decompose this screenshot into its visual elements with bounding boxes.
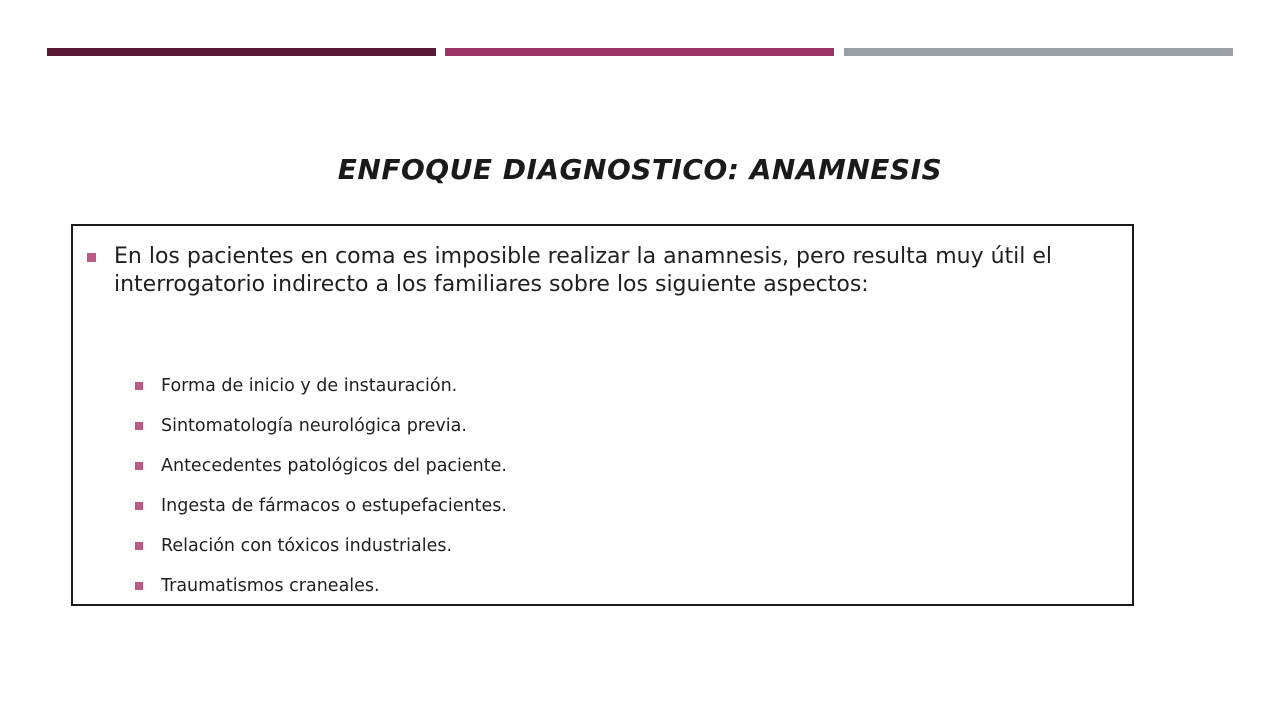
sub-bullet-text: Traumatismos craneales. [161,576,380,596]
square-bullet-icon [135,382,143,390]
sub-bullet-item [135,566,507,606]
sub-bullet-item [135,406,507,446]
sub-bullet-text: Antecedentes patológicos del paciente. [161,456,507,476]
sub-bullet-item [135,486,507,526]
accent-bar-dark [47,48,436,56]
main-bullet [87,243,1117,299]
sub-bullet-item [135,446,507,486]
square-bullet-icon [135,422,143,430]
content-box [71,224,1134,606]
sub-bullet-list [135,366,507,606]
square-bullet-icon [135,542,143,550]
square-bullet-icon [87,253,96,262]
square-bullet-icon [135,582,143,590]
square-bullet-icon [135,462,143,470]
main-bullet-text: En los pacientes en coma es imposible realizar la anamnesis, pero resulta muy útil el interrogatorio indirecto a los familiares sobre los siguiente aspectos: [114,244,1053,297]
square-bullet-icon [135,502,143,510]
slide-title: ENFOQUE DIAGNOSTICO: ANAMNESIS [337,153,943,186]
sub-bullet-text: Ingesta de fármacos o estupefacientes. [161,496,507,516]
accent-bar-gray [844,48,1233,56]
sub-bullet-text: Relación con tóxicos industriales. [161,536,453,556]
accent-bar-magenta [445,48,834,56]
sub-bullet-item [135,366,507,406]
sub-bullet-text: Forma de inicio y de instauración. [161,376,458,396]
sub-bullet-item [135,526,507,566]
sub-bullet-text: Sintomatología neurológica previa. [161,416,467,436]
